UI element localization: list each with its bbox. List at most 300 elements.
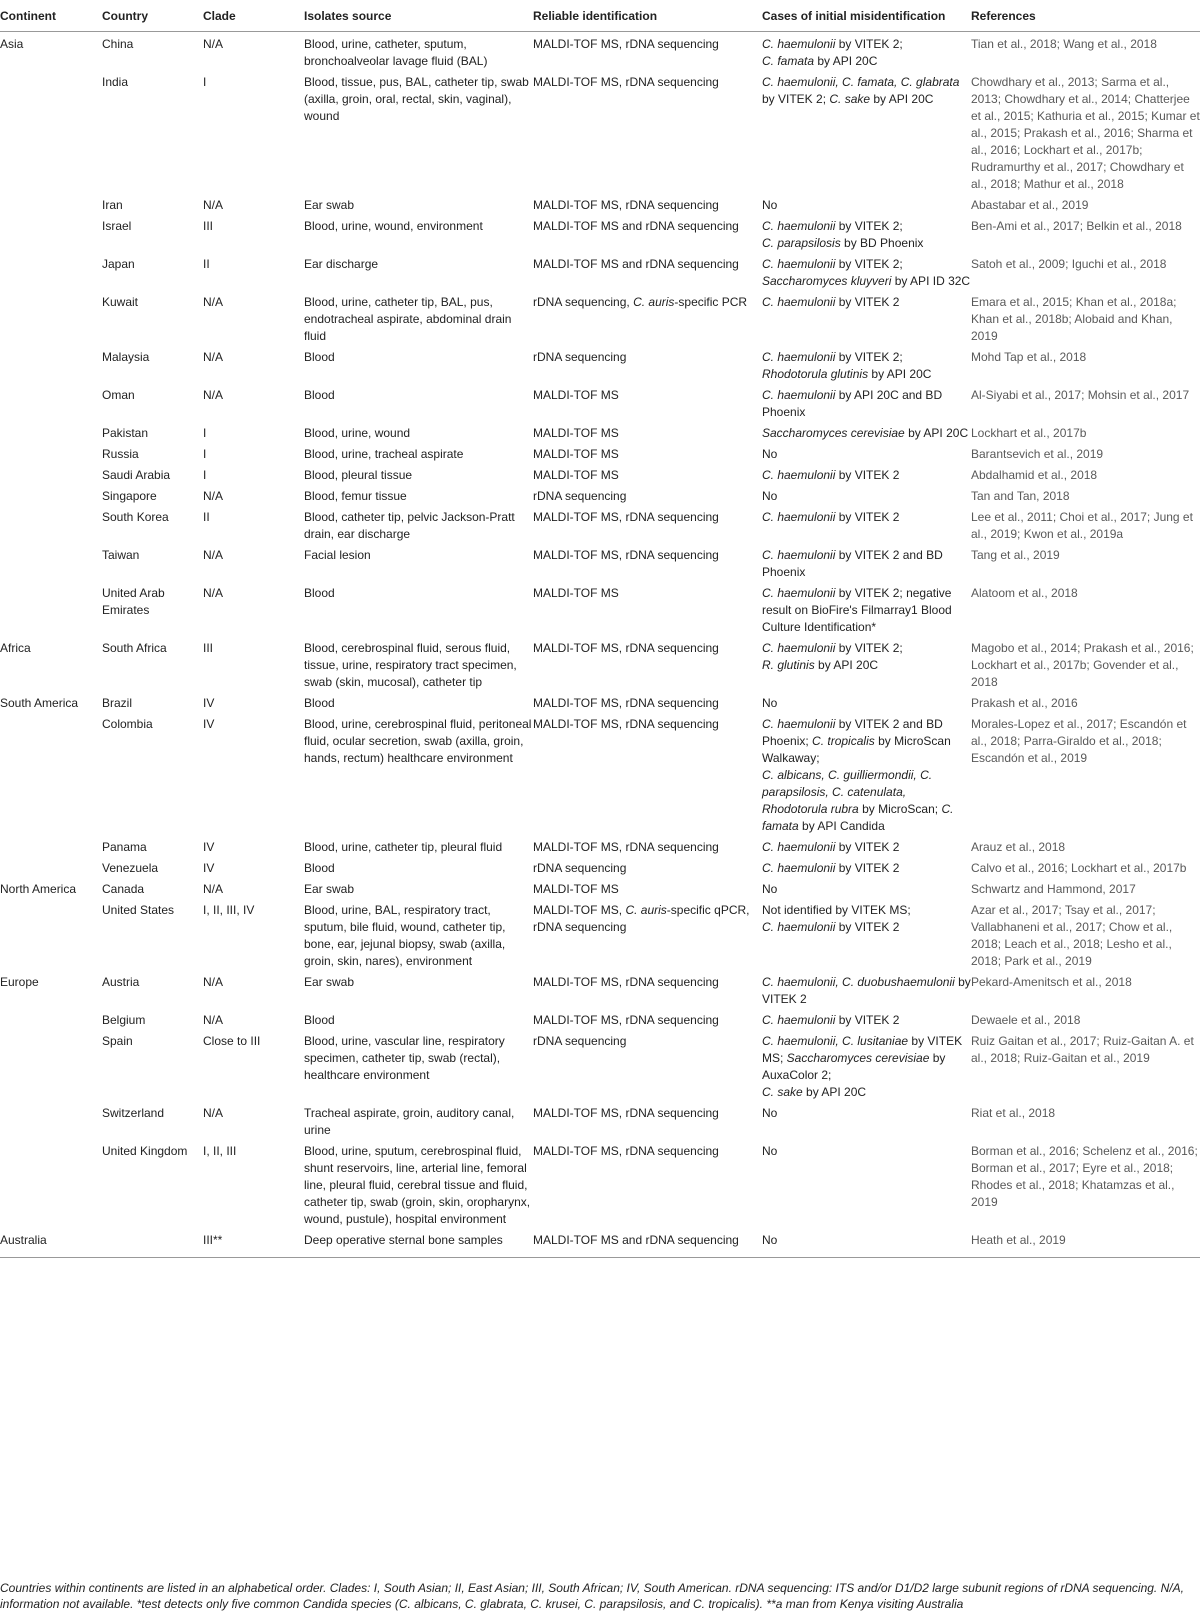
- country-cell: [102, 858, 203, 879]
- misidentification-cell-text: C. haemulonii by VITEK 2: [762, 1013, 900, 1027]
- references-cell: [971, 545, 1200, 583]
- continent-cell: [0, 292, 102, 347]
- references-cell: [971, 1141, 1200, 1230]
- clade-cell-text: III: [203, 219, 214, 233]
- country-cell: [102, 900, 203, 972]
- misidentification-cell-text: C. haemulonii, C. famata, C. glabrata by VITEK 2; C. sake by API 20C: [762, 75, 960, 106]
- clade-cell: [203, 545, 304, 583]
- country-cell: [102, 693, 203, 714]
- clade-cell: [203, 385, 304, 423]
- continent-cell: [0, 465, 102, 486]
- references-cell-text: Alatoom et al., 2018: [971, 586, 1078, 600]
- misidentification-cell-text: No: [762, 447, 778, 461]
- references-cell-text: Tan and Tan, 2018: [971, 489, 1070, 503]
- references-cell: [971, 507, 1200, 545]
- clade-cell: [203, 292, 304, 347]
- country-cell: [102, 347, 203, 385]
- country-cell-text: Switzerland: [102, 1106, 165, 1120]
- clade-cell-text: N/A: [203, 548, 224, 562]
- clade-cell-text: N/A: [203, 198, 224, 212]
- table-row: [0, 507, 1200, 545]
- country-cell-text: South Korea: [102, 510, 169, 524]
- clade-cell-text: N/A: [203, 1106, 224, 1120]
- misidentification-cell-text: C. haemulonii by VITEK 2 and BD Phoenix: [762, 548, 943, 579]
- isolates-source-cell: [304, 32, 533, 73]
- country-cell-text: Belgium: [102, 1013, 146, 1027]
- continent-cell: [0, 545, 102, 583]
- references-cell: [971, 347, 1200, 385]
- clade-cell-text: I: [203, 75, 207, 89]
- table-body: [0, 32, 1200, 1258]
- continent-cell: [0, 638, 102, 693]
- clade-cell: [203, 1230, 304, 1258]
- references-cell: [971, 583, 1200, 638]
- identification-cell-text: MALDI-TOF MS, rDNA sequencing: [533, 641, 719, 655]
- isolates-source-cell: [304, 1141, 533, 1230]
- country-cell-text: Pakistan: [102, 426, 149, 440]
- header-references: References: [971, 0, 1200, 32]
- country-cell-text: United States: [102, 903, 175, 917]
- identification-cell-text: MALDI-TOF MS, rDNA sequencing: [533, 75, 719, 89]
- isolates-source-cell: [304, 1103, 533, 1141]
- table-row: [0, 444, 1200, 465]
- country-cell-text: Oman: [102, 388, 135, 402]
- continent-cell: [0, 72, 102, 195]
- continent-cell: [0, 858, 102, 879]
- table-row: [0, 1103, 1200, 1141]
- country-cell-text: Saudi Arabia: [102, 468, 171, 482]
- references-cell-text: Ben-Ami et al., 2017; Belkin et al., 2018: [971, 219, 1182, 233]
- identification-cell: [533, 32, 762, 73]
- clade-cell: [203, 693, 304, 714]
- misidentification-cell: [762, 1010, 971, 1031]
- references-cell-text: Borman et al., 2016; Schelenz et al., 2016; Borman et al., 2017; Eyre et al., 2018; Rhodes et al., 2018; Khatamzas et al., 2019: [971, 1144, 1198, 1209]
- misidentification-cell-text: C. haemulonii by VITEK 2: [762, 840, 900, 854]
- table-row: [0, 347, 1200, 385]
- continent-cell: [0, 1103, 102, 1141]
- isolates-source-cell: [304, 507, 533, 545]
- clade-cell-text: N/A: [203, 975, 224, 989]
- continent-cell: [0, 195, 102, 216]
- table-row: [0, 423, 1200, 444]
- isolates-source-cell: [304, 486, 533, 507]
- table-row: [0, 545, 1200, 583]
- isolates-source-cell: [304, 638, 533, 693]
- isolates-source-cell: [304, 423, 533, 444]
- table-row: [0, 486, 1200, 507]
- table-row: [0, 1230, 1200, 1258]
- table-row: [0, 900, 1200, 972]
- clade-cell: [203, 507, 304, 545]
- isolates-source-cell-text: Blood, urine, sputum, cerebrospinal fluid, shunt reservoirs, line, arterial line, femoral line, pleural fluid, cerebral tissue and fluid, catheter tip, swab (groin, skin, oropharynx, wound, pustule), hospital environment: [304, 1144, 531, 1226]
- country-cell-text: Taiwan: [102, 548, 140, 562]
- identification-cell: [533, 1141, 762, 1230]
- isolates-source-cell-text: Ear swab: [304, 975, 355, 989]
- clade-cell: [203, 347, 304, 385]
- references-cell: [971, 714, 1200, 837]
- references-cell: [971, 292, 1200, 347]
- isolates-source-cell-text: Blood, urine, tracheal aspirate: [304, 447, 464, 461]
- country-cell: [102, 486, 203, 507]
- continent-cell: [0, 972, 102, 1010]
- isolates-source-cell: [304, 254, 533, 292]
- misidentification-cell-text: C. haemulonii by VITEK 2: [762, 468, 900, 482]
- table-row: [0, 714, 1200, 837]
- misidentification-cell: [762, 1141, 971, 1230]
- misidentification-cell: [762, 583, 971, 638]
- table-row: [0, 216, 1200, 254]
- country-cell: [102, 1103, 203, 1141]
- misidentification-cell-text: C. haemulonii by VITEK 2; Rhodotorula glutinis by API 20C: [762, 350, 932, 381]
- clade-cell-text: IV: [203, 696, 215, 710]
- references-cell-text: Emara et al., 2015; Khan et al., 2018a; Khan et al., 2018b; Alobaid and Khan, 2019: [971, 295, 1177, 343]
- country-cell: [102, 879, 203, 900]
- isolates-source-cell-text: Ear swab: [304, 198, 355, 212]
- identification-cell: [533, 545, 762, 583]
- continent-cell-text: Europe: [0, 975, 39, 989]
- isolates-source-cell-text: Blood, urine, vascular line, respiratory specimen, catheter tip, swab (rectal), healthcare environment: [304, 1034, 505, 1082]
- isolates-source-cell-text: Blood, urine, wound: [304, 426, 411, 440]
- references-cell: [971, 486, 1200, 507]
- continent-cell-text: Africa: [0, 641, 31, 655]
- isolates-source-cell-text: Blood, cerebrospinal fluid, serous fluid, tissue, urine, respiratory tract specimen, swab (skin, mucosal), catheter tip: [304, 641, 517, 689]
- country-cell-text: United Kingdom: [102, 1144, 188, 1158]
- references-cell-text: Dewaele et al., 2018: [971, 1013, 1081, 1027]
- identification-cell-text: MALDI-TOF MS, rDNA sequencing: [533, 717, 719, 731]
- continent-cell: [0, 1010, 102, 1031]
- references-cell: [971, 195, 1200, 216]
- references-cell-text: Tang et al., 2019: [971, 548, 1060, 562]
- identification-cell-text: MALDI-TOF MS, rDNA sequencing: [533, 840, 719, 854]
- references-cell-text: Pekard-Amenitsch et al., 2018: [971, 975, 1132, 989]
- misidentification-cell: [762, 347, 971, 385]
- continent-cell: [0, 32, 102, 73]
- isolates-source-cell: [304, 693, 533, 714]
- isolates-source-cell-text: Deep operative sternal bone samples: [304, 1233, 503, 1247]
- references-cell-text: Riat et al., 2018: [971, 1106, 1056, 1120]
- clade-cell-text: N/A: [203, 388, 224, 402]
- country-cell-text: Japan: [102, 257, 135, 271]
- isolates-source-cell: [304, 216, 533, 254]
- identification-cell-text: rDNA sequencing, C. auris-specific PCR: [533, 295, 748, 309]
- identification-cell: [533, 879, 762, 900]
- table-row: [0, 195, 1200, 216]
- clade-cell-text: N/A: [203, 350, 224, 364]
- country-cell-text: United Arab Emirates: [102, 586, 165, 617]
- references-cell: [971, 693, 1200, 714]
- isolates-source-cell-text: Blood, tissue, pus, BAL, catheter tip, swab (axilla, groin, oral, rectal, skin, vaginal), wound: [304, 75, 529, 123]
- misidentification-cell-text: Not identified by VITEK MS; C. haemulonii by VITEK 2: [762, 903, 911, 934]
- clade-cell: [203, 195, 304, 216]
- clade-cell: [203, 583, 304, 638]
- country-cell: [102, 545, 203, 583]
- continent-cell: [0, 583, 102, 638]
- identification-cell: [533, 72, 762, 195]
- country-cell-text: Canada: [102, 882, 145, 896]
- isolates-source-cell-text: Blood, pleural tissue: [304, 468, 413, 482]
- identification-cell: [533, 1010, 762, 1031]
- clade-cell-text: Close to III: [203, 1034, 261, 1048]
- identification-cell-text: rDNA sequencing: [533, 1034, 627, 1048]
- identification-cell: [533, 583, 762, 638]
- misidentification-cell: [762, 216, 971, 254]
- identification-cell-text: MALDI-TOF MS: [533, 447, 619, 461]
- continent-cell: [0, 486, 102, 507]
- country-cell: [102, 1230, 203, 1258]
- continent-cell: [0, 444, 102, 465]
- isolates-source-cell-text: Blood: [304, 586, 335, 600]
- misidentification-cell-text: C. haemulonii by VITEK 2; C. parapsilosis by BD Phoenix: [762, 219, 924, 250]
- misidentification-cell-text: No: [762, 1106, 778, 1120]
- misidentification-cell-text: C. haemulonii by VITEK 2; Saccharomyces kluyveri by API ID 32C: [762, 257, 971, 288]
- identification-cell-text: MALDI-TOF MS, rDNA sequencing: [533, 198, 719, 212]
- isolates-source-cell: [304, 879, 533, 900]
- isolates-source-cell-text: Blood: [304, 1013, 335, 1027]
- identification-cell-text: MALDI-TOF MS and rDNA sequencing: [533, 219, 739, 233]
- isolates-source-cell: [304, 972, 533, 1010]
- misidentification-cell: [762, 292, 971, 347]
- continent-cell: [0, 1230, 102, 1258]
- country-cell-text: Austria: [102, 975, 140, 989]
- country-cell: [102, 638, 203, 693]
- misidentification-cell: [762, 385, 971, 423]
- isolates-source-cell: [304, 858, 533, 879]
- country-cell-text: South Africa: [102, 641, 167, 655]
- country-cell-text: Spain: [102, 1034, 133, 1048]
- clade-cell: [203, 444, 304, 465]
- table-row: [0, 465, 1200, 486]
- continent-cell: [0, 879, 102, 900]
- continent-cell: [0, 347, 102, 385]
- misidentification-cell-text: No: [762, 1144, 778, 1158]
- references-cell-text: Heath et al., 2019: [971, 1233, 1066, 1247]
- table-row: [0, 858, 1200, 879]
- references-cell-text: Prakash et al., 2016: [971, 696, 1078, 710]
- isolates-source-cell: [304, 1031, 533, 1103]
- clade-cell: [203, 837, 304, 858]
- misidentification-cell: [762, 972, 971, 1010]
- table-row: [0, 879, 1200, 900]
- misidentification-cell: [762, 837, 971, 858]
- clade-cell: [203, 879, 304, 900]
- references-cell: [971, 879, 1200, 900]
- references-cell-text: Arauz et al., 2018: [971, 840, 1066, 854]
- misidentification-cell: [762, 638, 971, 693]
- references-cell-text: Abdalhamid et al., 2018: [971, 468, 1098, 482]
- references-cell: [971, 1010, 1200, 1031]
- isolates-source-cell-text: Blood: [304, 696, 335, 710]
- clade-cell: [203, 423, 304, 444]
- continent-cell: [0, 1141, 102, 1230]
- continent-cell: [0, 385, 102, 423]
- identification-cell-text: MALDI-TOF MS: [533, 586, 619, 600]
- identification-cell-text: MALDI-TOF MS and rDNA sequencing: [533, 1233, 739, 1247]
- identification-cell: [533, 638, 762, 693]
- country-cell: [102, 32, 203, 73]
- references-cell-text: Calvo et al., 2016; Lockhart et al., 2017b: [971, 861, 1187, 875]
- references-cell-text: Al-Siyabi et al., 2017; Mohsin et al., 2017: [971, 388, 1190, 402]
- isolates-source-cell: [304, 385, 533, 423]
- references-cell-text: Schwartz and Hammond, 2017: [971, 882, 1136, 896]
- continent-cell: [0, 837, 102, 858]
- identification-cell: [533, 486, 762, 507]
- misidentification-cell-text: C. haemulonii by API 20C and BD Phoenix: [762, 388, 943, 419]
- isolates-source-cell-text: Blood, urine, BAL, respiratory tract, sputum, bile fluid, wound, catheter tip, bone, ear, jejunal biopsy, swab (axilla, groin, skin, nares), environment: [304, 903, 506, 968]
- isolates-source-cell: [304, 347, 533, 385]
- continent-cell: [0, 423, 102, 444]
- clade-cell: [203, 714, 304, 837]
- table-row: [0, 72, 1200, 195]
- isolates-source-cell-text: Blood: [304, 388, 335, 402]
- continent-cell: [0, 714, 102, 837]
- identification-cell: [533, 195, 762, 216]
- misidentification-cell: [762, 195, 971, 216]
- misidentification-cell-text: C. haemulonii by VITEK 2; R. glutinis by API 20C: [762, 641, 903, 672]
- clade-cell-text: III**: [203, 1233, 223, 1247]
- clade-cell-text: N/A: [203, 1013, 224, 1027]
- clade-cell-text: III: [203, 641, 214, 655]
- continent-cell: [0, 1031, 102, 1103]
- identification-cell-text: rDNA sequencing: [533, 489, 627, 503]
- isolates-source-cell-text: Blood, femur tissue: [304, 489, 407, 503]
- continent-cell-text: South America: [0, 696, 79, 710]
- table-row: [0, 292, 1200, 347]
- clade-cell: [203, 1010, 304, 1031]
- table-row: [0, 693, 1200, 714]
- country-cell: [102, 1141, 203, 1230]
- header-continent: Continent: [0, 0, 102, 32]
- references-cell: [971, 1031, 1200, 1103]
- country-cell: [102, 1031, 203, 1103]
- misidentification-cell: [762, 444, 971, 465]
- misidentification-cell-text: C. haemulonii by VITEK 2: [762, 295, 900, 309]
- isolates-source-cell-text: Ear swab: [304, 882, 355, 896]
- isolates-source-cell: [304, 292, 533, 347]
- country-cell: [102, 216, 203, 254]
- misidentification-cell-text: C. haemulonii by VITEK 2; C. famata by API 20C: [762, 37, 903, 68]
- clade-cell: [203, 216, 304, 254]
- country-cell: [102, 423, 203, 444]
- isolates-source-cell-text: Tracheal aspirate, groin, auditory canal, urine: [304, 1106, 515, 1137]
- clade-cell-text: I: [203, 426, 207, 440]
- clade-cell-text: II: [203, 510, 210, 524]
- continent-cell: [0, 507, 102, 545]
- identification-cell-text: MALDI-TOF MS: [533, 468, 619, 482]
- isolates-source-cell-text: Blood, catheter tip, pelvic Jackson-Pratt drain, ear discharge: [304, 510, 515, 541]
- clade-cell-text: I, II, III: [203, 1144, 237, 1158]
- references-cell: [971, 638, 1200, 693]
- country-cell: [102, 583, 203, 638]
- clade-cell: [203, 465, 304, 486]
- references-cell: [971, 900, 1200, 972]
- table-row: [0, 32, 1200, 73]
- references-cell: [971, 858, 1200, 879]
- isolates-source-cell-text: Blood, urine, wound, environment: [304, 219, 483, 233]
- misidentification-cell-text: C. haemulonii by VITEK 2: [762, 861, 900, 875]
- country-cell-text: Colombia: [102, 717, 153, 731]
- clade-cell-text: N/A: [203, 586, 224, 600]
- isolates-source-cell-text: Blood, urine, cerebrospinal fluid, peritoneal fluid, ocular secretion, swab (axilla, groin, hands, rectum) healthcare environment: [304, 717, 532, 765]
- misidentification-cell: [762, 507, 971, 545]
- isolates-source-cell-text: Blood, urine, catheter tip, pleural fluid: [304, 840, 503, 854]
- references-cell-text: Mohd Tap et al., 2018: [971, 350, 1087, 364]
- country-cell: [102, 465, 203, 486]
- identification-cell-text: MALDI-TOF MS, rDNA sequencing: [533, 1106, 719, 1120]
- identification-cell: [533, 423, 762, 444]
- clade-cell-text: IV: [203, 717, 215, 731]
- header-country: Country: [102, 0, 203, 32]
- misidentification-cell: [762, 900, 971, 972]
- clade-cell-text: I: [203, 447, 207, 461]
- isolates-source-cell: [304, 583, 533, 638]
- identification-cell: [533, 693, 762, 714]
- identification-cell: [533, 714, 762, 837]
- references-cell-text: Tian et al., 2018; Wang et al., 2018: [971, 37, 1157, 51]
- references-cell: [971, 972, 1200, 1010]
- references-cell: [971, 385, 1200, 423]
- references-cell-text: Barantsevich et al., 2019: [971, 447, 1104, 461]
- isolates-source-cell-text: Blood, urine, catheter, sputum, bronchoalveolar lavage fluid (BAL): [304, 37, 488, 68]
- table-row: [0, 638, 1200, 693]
- header-isolates-source: Isolates source: [304, 0, 533, 32]
- header-row: [0, 0, 1200, 32]
- identification-cell-text: MALDI-TOF MS, rDNA sequencing: [533, 510, 719, 524]
- country-cell-text: Israel: [102, 219, 132, 233]
- clade-cell-text: N/A: [203, 295, 224, 309]
- country-cell: [102, 507, 203, 545]
- references-cell: [971, 465, 1200, 486]
- misidentification-cell-text: No: [762, 696, 778, 710]
- isolates-source-cell: [304, 1010, 533, 1031]
- country-cell-text: Malaysia: [102, 350, 150, 364]
- references-cell-text: Chowdhary et al., 2013; Sarma et al., 2013; Chowdhary et al., 2014; Chatterjee et al., 2015; Kathuria et al., 2015; Kumar et al., 2015; Prakash et al., 2016; Sharma et al., 2016; Lockhart et al., 2017b; Rudramurthy et al., 2017; Chowdhary et al., 2018; Mathur et al., 2018: [971, 75, 1200, 191]
- continent-cell: [0, 254, 102, 292]
- clade-cell: [203, 1031, 304, 1103]
- clade-cell-text: IV: [203, 861, 215, 875]
- isolates-source-cell-text: Facial lesion: [304, 548, 371, 562]
- misidentification-cell: [762, 714, 971, 837]
- misidentification-cell-text: No: [762, 882, 778, 896]
- clade-cell: [203, 486, 304, 507]
- identification-cell: [533, 1103, 762, 1141]
- identification-cell-text: MALDI-TOF MS: [533, 882, 619, 896]
- identification-cell-text: MALDI-TOF MS, rDNA sequencing: [533, 548, 719, 562]
- identification-cell-text: MALDI-TOF MS, rDNA sequencing: [533, 1013, 719, 1027]
- clade-cell-text: II: [203, 257, 210, 271]
- misidentification-cell: [762, 72, 971, 195]
- misidentification-cell: [762, 879, 971, 900]
- continent-cell-text: North America: [0, 882, 77, 896]
- country-cell-text: Venezuela: [102, 861, 159, 875]
- references-cell-text: Abastabar et al., 2019: [971, 198, 1089, 212]
- country-cell: [102, 254, 203, 292]
- clade-cell: [203, 972, 304, 1010]
- identification-cell-text: MALDI-TOF MS: [533, 388, 619, 402]
- misidentification-cell-text: C. haemulonii by VITEK 2 and BD Phoenix; C. tropicalis by MicroScan Walkaway; C. albicans, C. guilliermondii, C. parapsilosis, C. catenulata, Rhodotorula rubra by MicroScan; C. famata by API Candida: [762, 717, 954, 833]
- clade-cell-text: N/A: [203, 37, 224, 51]
- country-cell-text: Iran: [102, 198, 123, 212]
- misidentification-cell: [762, 465, 971, 486]
- identification-cell-text: MALDI-TOF MS, rDNA sequencing: [533, 1144, 719, 1158]
- misidentification-cell: [762, 486, 971, 507]
- identification-cell: [533, 1031, 762, 1103]
- country-cell: [102, 714, 203, 837]
- misidentification-cell: [762, 32, 971, 73]
- country-cell: [102, 195, 203, 216]
- references-cell: [971, 837, 1200, 858]
- references-cell: [971, 32, 1200, 73]
- misidentification-cell-text: C. haemulonii, C. lusitaniae by VITEK MS; Saccharomyces cerevisiae by AuxaColor 2; C. sake by API 20C: [762, 1034, 963, 1099]
